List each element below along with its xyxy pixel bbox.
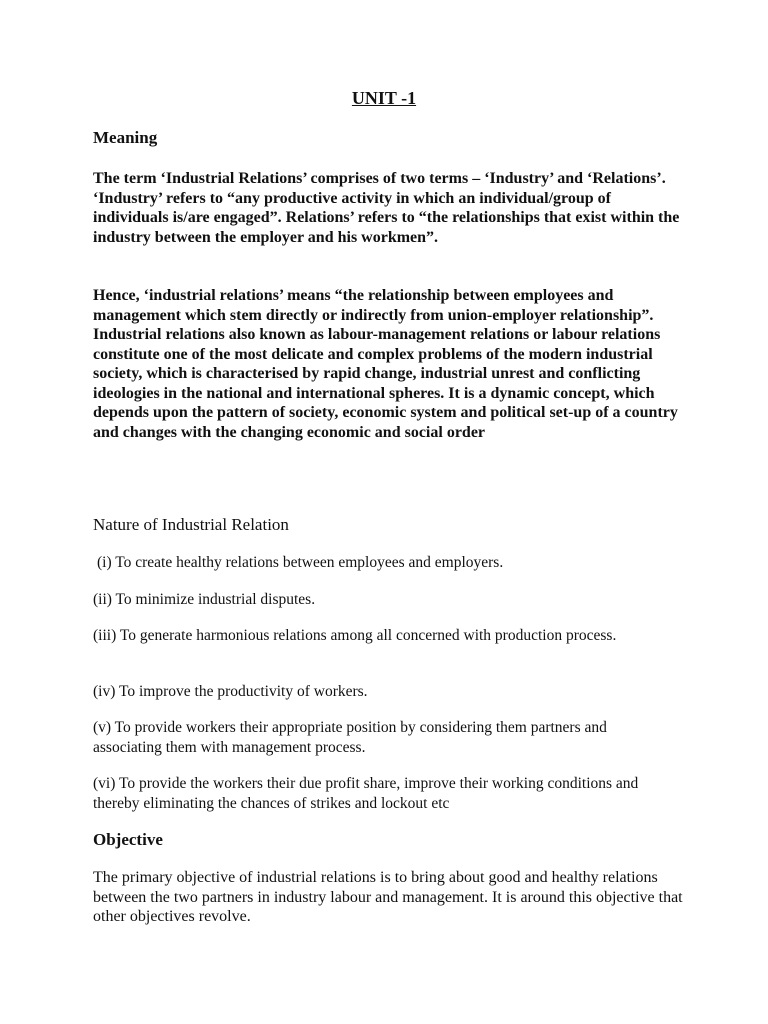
nature-item-1: (i) To create healthy relations between employees and employers. xyxy=(97,554,504,571)
meaning-paragraph-2: Hence, ‘industrial relations’ means “the relationship between employees and management which stem directly or indirectly from union-employer relationship”. Industrial relations also known as labour-management relations or labour relations constitute one of the most delicate and complex problems of the modern industrial society, which is characterised by rapid change, industrial unrest and conflicting ideologies in the national and international spheres. It is a dynamic concept, which depends upon the pattern of society, economic system and political set-up of a country and changes with the changing economic and social order xyxy=(93,287,678,441)
unit-title: UNIT -1 xyxy=(351,88,417,108)
meaning-heading: Meaning xyxy=(93,128,158,147)
nature-item-3: (iii) To generate harmonious relations among all concerned with production process. xyxy=(93,627,617,644)
objective-paragraph: The primary objective of industrial relations is to bring about good and healthy relations between the two partners in industry labour and management. It is around this objective that other objectives revolve. xyxy=(93,869,683,925)
nature-item-5: (v) To provide workers their appropriate position by considering them partners and associating them with management process. xyxy=(93,719,607,756)
nature-item-4: (iv) To improve the productivity of workers. xyxy=(93,683,368,700)
nature-heading: Nature of Industrial Relation xyxy=(93,515,289,534)
meaning-paragraph-1: The term ‘Industrial Relations’ comprises of two terms – ‘Industry’ and ‘Relations’. ‘Industry’ refers to “any productive activity in which an individual/group of individuals is/are engaged”. Relations’ refers to “the relationships that exist within the industry between the employer and his workmen”. xyxy=(93,170,680,246)
nature-item-6: (vi) To provide the workers their due profit share, improve their working conditions and thereby eliminating the chances of strikes and lockout etc xyxy=(93,775,639,812)
objective-heading: Objective xyxy=(93,830,163,849)
nature-item-2: (ii) To minimize industrial disputes. xyxy=(93,591,316,608)
